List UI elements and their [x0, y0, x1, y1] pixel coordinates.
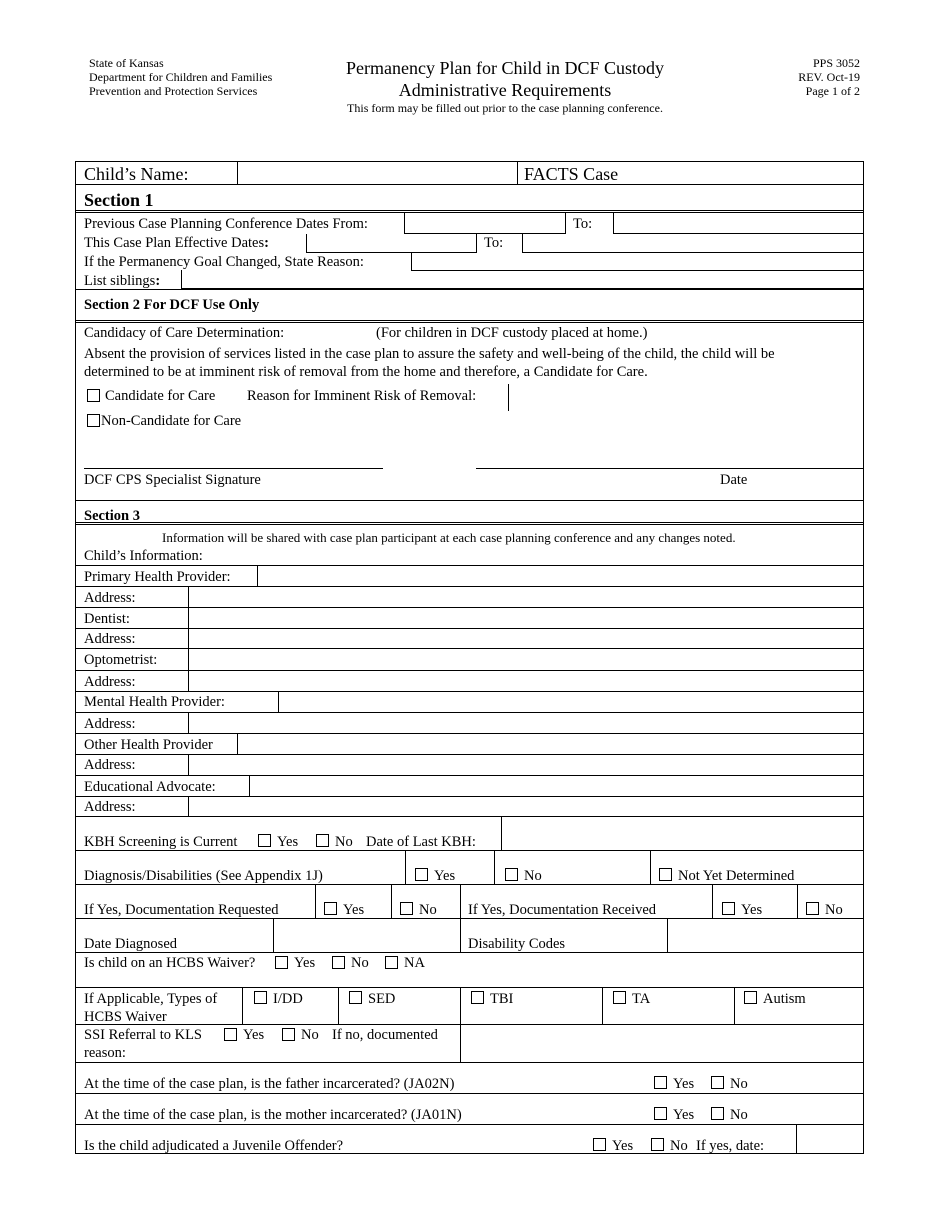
hcbs-types-label-line2: HCBS Waiver: [84, 1009, 167, 1025]
date-diagnosed-label: Date Diagnosed: [84, 936, 178, 952]
agency-department: Department for Children and Families: [89, 70, 273, 84]
candidate-for-care-checkbox[interactable]: [87, 389, 100, 402]
doc-received-yes-checkbox[interactable]: [722, 902, 735, 915]
hcbs-yes-checkbox[interactable]: [275, 956, 288, 969]
child-info-label: Child’s Information:: [84, 548, 203, 564]
diagnosis-no-label: No: [524, 868, 542, 884]
imminent-risk-reason-field[interactable]: [509, 384, 862, 410]
disability-codes-field[interactable]: [668, 919, 862, 951]
candidacy-note: (For children in DCF custody placed at home.): [376, 325, 648, 341]
father-incarcerated-label: At the time of the case plan, is the father incarcerated? (JA02N): [84, 1076, 455, 1092]
form-id-block: [798, 56, 860, 98]
doc-received-label: If Yes, Documentation Received: [468, 902, 657, 918]
kbh-no-label: No: [335, 834, 353, 850]
child-name-label: Child’s Name:: [84, 164, 189, 184]
juvenile-yes-checkbox[interactable]: [593, 1138, 606, 1151]
waiver-ta-checkbox[interactable]: [613, 991, 626, 1004]
educational-address-field[interactable]: [189, 797, 862, 815]
doc-requested-label: If Yes, Documentation Requested: [84, 902, 279, 918]
form-title: Permanency Plan for Child in DCF Custody: [346, 58, 664, 78]
other-health-address-label: Address:: [84, 757, 136, 773]
doc-requested-no-label: No: [419, 902, 437, 918]
date-diagnosed-field[interactable]: [274, 919, 459, 951]
waiver-sed-label: SED: [368, 991, 396, 1007]
optometrist-address-label: Address:: [84, 674, 136, 690]
previous-to-field[interactable]: [614, 213, 862, 233]
father-yes-checkbox[interactable]: [654, 1076, 667, 1089]
educational-advocate-label: Educational Advocate:: [84, 779, 216, 795]
waiver-ta-label: TA: [632, 991, 651, 1007]
section2-heading: Section 2 For DCF Use Only: [84, 297, 260, 313]
primary-health-label: Primary Health Provider:: [84, 569, 231, 585]
waiver-autism-label: Autism: [763, 991, 806, 1007]
signature-date-label: Date: [720, 472, 748, 488]
candidate-for-care-label: Candidate for Care: [105, 388, 216, 404]
juvenile-date-field[interactable]: [797, 1125, 862, 1153]
candidacy-label: Candidacy of Care Determination:: [84, 325, 285, 341]
juvenile-date-label: If yes, date:: [696, 1138, 765, 1154]
ssi-yes-checkbox[interactable]: [224, 1028, 237, 1041]
effective-dates-label: This Case Plan Effective Dates:: [84, 235, 269, 251]
other-health-label: Other Health Provider: [84, 737, 213, 753]
candidacy-paragraph-line2: determined to be at imminent risk of removal from the home and therefore, a Candidate for Care.: [84, 364, 648, 380]
ssi-reason-field[interactable]: [461, 1025, 862, 1061]
goal-changed-reason-field[interactable]: [412, 253, 862, 270]
previous-to-label: To:: [573, 216, 593, 232]
other-health-address-field[interactable]: [189, 755, 862, 774]
effective-from-field[interactable]: [307, 234, 475, 252]
diagnosis-not-yet-label: Not Yet Determined: [678, 868, 795, 884]
hcbs-na-checkbox[interactable]: [385, 956, 398, 969]
juvenile-no-checkbox[interactable]: [651, 1138, 664, 1151]
hcbs-waiver-label: Is child on an HCBS Waiver?: [84, 955, 256, 971]
mother-incarcerated-label: At the time of the case plan, is the mother incarcerated? (JA01N): [84, 1107, 462, 1123]
doc-received-no-label: No: [825, 902, 843, 918]
diagnosis-yes-label: Yes: [434, 868, 456, 884]
doc-requested-yes-checkbox[interactable]: [324, 902, 337, 915]
optometrist-label: Optometrist:: [84, 652, 158, 668]
permanency-plan-form: [75, 161, 864, 1154]
mental-health-label: Mental Health Provider:: [84, 694, 225, 710]
form-note: This form may be filled out prior to the case planning conference.: [347, 101, 663, 115]
dentist-label: Dentist:: [84, 611, 130, 627]
diagnosis-label: Diagnosis/Disabilities (See Appendix 1J): [84, 868, 323, 884]
hcbs-yes-label: Yes: [294, 955, 316, 971]
section1-heading: Section 1: [84, 190, 154, 210]
form-subtitle: Administrative Requirements: [398, 80, 612, 100]
kbh-no-checkbox[interactable]: [316, 834, 329, 847]
juvenile-yes-label: Yes: [612, 1138, 634, 1154]
ssi-yes-label: Yes: [243, 1027, 265, 1043]
cps-signature-field[interactable]: [84, 448, 383, 468]
form-revision: REV. Oct-19: [798, 70, 860, 84]
agency-division: Prevention and Protection Services: [89, 84, 258, 98]
imminent-risk-label: Reason for Imminent Risk of Removal:: [247, 388, 477, 404]
agency-state: State of Kansas: [89, 56, 164, 70]
primary-health-field[interactable]: [258, 566, 862, 585]
dentist-address-field[interactable]: [189, 629, 862, 647]
waiver-tbi-label: TBI: [490, 991, 514, 1007]
diagnosis-yes-checkbox[interactable]: [415, 868, 428, 881]
doc-received-yes-label: Yes: [741, 902, 763, 918]
effective-to-field[interactable]: [523, 234, 862, 252]
father-yes-label: Yes: [673, 1076, 695, 1092]
date-last-kbh-label: Date of Last KBH:: [366, 834, 476, 850]
siblings-field[interactable]: [182, 271, 862, 288]
ssi-no-checkbox[interactable]: [282, 1028, 295, 1041]
section3-info-note: Information will be shared with case plan participant at each case planning conference and any changes noted.: [162, 530, 736, 545]
primary-health-address-field[interactable]: [189, 587, 862, 606]
ssi-reason-label: reason:: [84, 1045, 126, 1061]
other-health-field[interactable]: [238, 734, 862, 753]
child-name-field[interactable]: [238, 162, 516, 183]
waiver-tbi-checkbox[interactable]: [471, 991, 484, 1004]
mother-yes-checkbox[interactable]: [654, 1107, 667, 1120]
signature-date-field[interactable]: [476, 448, 862, 468]
page-number: Page 1 of 2: [805, 84, 860, 98]
ssi-no-label: No: [301, 1027, 319, 1043]
mental-health-address-field[interactable]: [189, 713, 862, 732]
ssi-if-no-label: If no, documented: [332, 1027, 438, 1043]
hcbs-no-label: No: [351, 955, 369, 971]
section3-heading: Section 3: [84, 508, 140, 524]
non-candidate-label: Non-Candidate for Care: [101, 413, 242, 429]
kbh-label: KBH Screening is Current: [84, 834, 238, 850]
mother-no-checkbox[interactable]: [711, 1107, 724, 1120]
goal-changed-label: If the Permanency Goal Changed, State Reason:: [84, 254, 364, 270]
form-number: PPS 3052: [812, 56, 860, 70]
optometrist-field[interactable]: [189, 649, 862, 669]
form-title-block: [300, 57, 710, 115]
doc-requested-no-checkbox[interactable]: [400, 902, 413, 915]
hcbs-na-label: NA: [404, 955, 425, 971]
disability-codes-label: Disability Codes: [468, 936, 566, 952]
mother-no-label: No: [730, 1107, 748, 1123]
primary-health-address-label: Address:: [84, 590, 136, 606]
waiver-sed-checkbox[interactable]: [349, 991, 362, 1004]
father-no-label: No: [730, 1076, 748, 1092]
waiver-autism-checkbox[interactable]: [744, 991, 757, 1004]
facts-case-field[interactable]: [626, 162, 862, 183]
educational-address-label: Address:: [84, 799, 136, 815]
siblings-label: List siblings:: [84, 273, 161, 289]
hcbs-types-label-line1: If Applicable, Types of: [84, 991, 218, 1007]
date-last-kbh-field[interactable]: [502, 817, 862, 849]
kbh-yes-checkbox[interactable]: [258, 834, 271, 847]
juvenile-no-label: No: [670, 1138, 688, 1154]
mother-yes-label: Yes: [673, 1107, 695, 1123]
mental-health-address-label: Address:: [84, 716, 136, 732]
facts-case-label: FACTS Case: [524, 164, 619, 184]
mental-health-field[interactable]: [279, 692, 862, 711]
father-no-checkbox[interactable]: [711, 1076, 724, 1089]
previous-from-field[interactable]: [405, 213, 564, 233]
cps-signature-label: DCF CPS Specialist Signature: [84, 472, 261, 488]
waiver-idd-label: I/DD: [273, 991, 303, 1007]
ssi-referral-label: SSI Referral to KLS: [84, 1027, 202, 1043]
doc-requested-yes-label: Yes: [343, 902, 365, 918]
agency-block: [89, 56, 272, 98]
dentist-field[interactable]: [189, 608, 862, 627]
candidacy-paragraph-line1: Absent the provision of services listed in the case plan to assure the safety and well-being of the child, the child will be: [84, 346, 775, 362]
previous-dates-label: Previous Case Planning Conference Dates From:: [84, 216, 368, 232]
optometrist-address-field[interactable]: [189, 671, 862, 690]
dentist-address-label: Address:: [84, 631, 136, 647]
hcbs-no-checkbox[interactable]: [332, 956, 345, 969]
waiver-idd-checkbox[interactable]: [254, 991, 267, 1004]
diagnosis-not-yet-checkbox[interactable]: [659, 868, 672, 881]
educational-advocate-field[interactable]: [250, 776, 862, 795]
juvenile-offender-label: Is the child adjudicated a Juvenile Offender?: [84, 1138, 344, 1154]
kbh-yes-label: Yes: [277, 834, 299, 850]
effective-to-label: To:: [484, 235, 504, 251]
non-candidate-checkbox[interactable]: [87, 414, 100, 427]
doc-received-no-checkbox[interactable]: [806, 902, 819, 915]
diagnosis-no-checkbox[interactable]: [505, 868, 518, 881]
